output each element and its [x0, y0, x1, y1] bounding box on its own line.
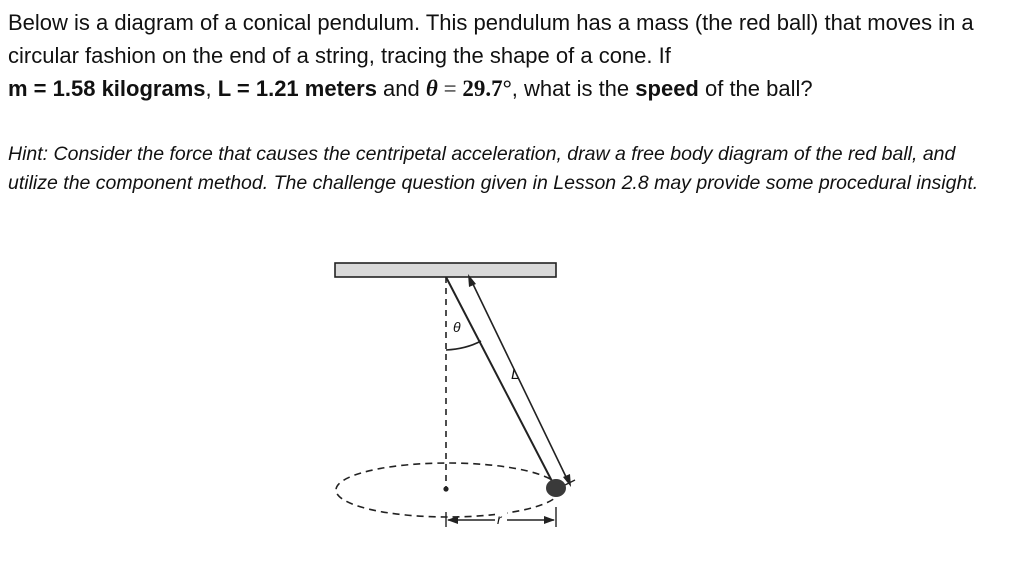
pendulum-ball — [546, 479, 566, 497]
length-value: L = 1.21 meters — [217, 76, 377, 101]
question-tail: of the ball? — [698, 76, 813, 101]
ceiling-support — [335, 263, 556, 277]
question-intro: Below is a diagram of a conical pendulum. This pendulum has a mass (the red ball) that moves in a circular fashion on the end of a string, tracing the shape of a cone. If — [8, 10, 974, 68]
radius-arrowhead-right — [544, 516, 555, 524]
speed-word: speed — [635, 76, 699, 101]
theta-value: 29.7° — [462, 76, 512, 101]
circle-center-point — [443, 486, 448, 491]
radius-label: r — [497, 511, 502, 527]
length-label: L — [511, 366, 520, 383]
pendulum-string — [446, 277, 555, 487]
theta-angle-arc — [446, 341, 481, 350]
hint-text: Hint: Consider the force that causes the centripetal acceleration, draw a free body diagram of the red ball, and utilize the component method. The challenge question given in Lesson 2.8 may provide some procedural insight. — [8, 143, 979, 194]
separator-comma: , — [205, 76, 218, 101]
theta-equals: = — [437, 76, 463, 101]
after-theta: , what is the — [511, 76, 636, 101]
mass-value: m = 1.58 kilograms — [8, 76, 206, 101]
theta-label: θ — [453, 319, 461, 335]
theta-symbol: θ — [425, 76, 438, 101]
and-word: and — [376, 76, 426, 101]
length-dimension-line — [471, 280, 568, 481]
